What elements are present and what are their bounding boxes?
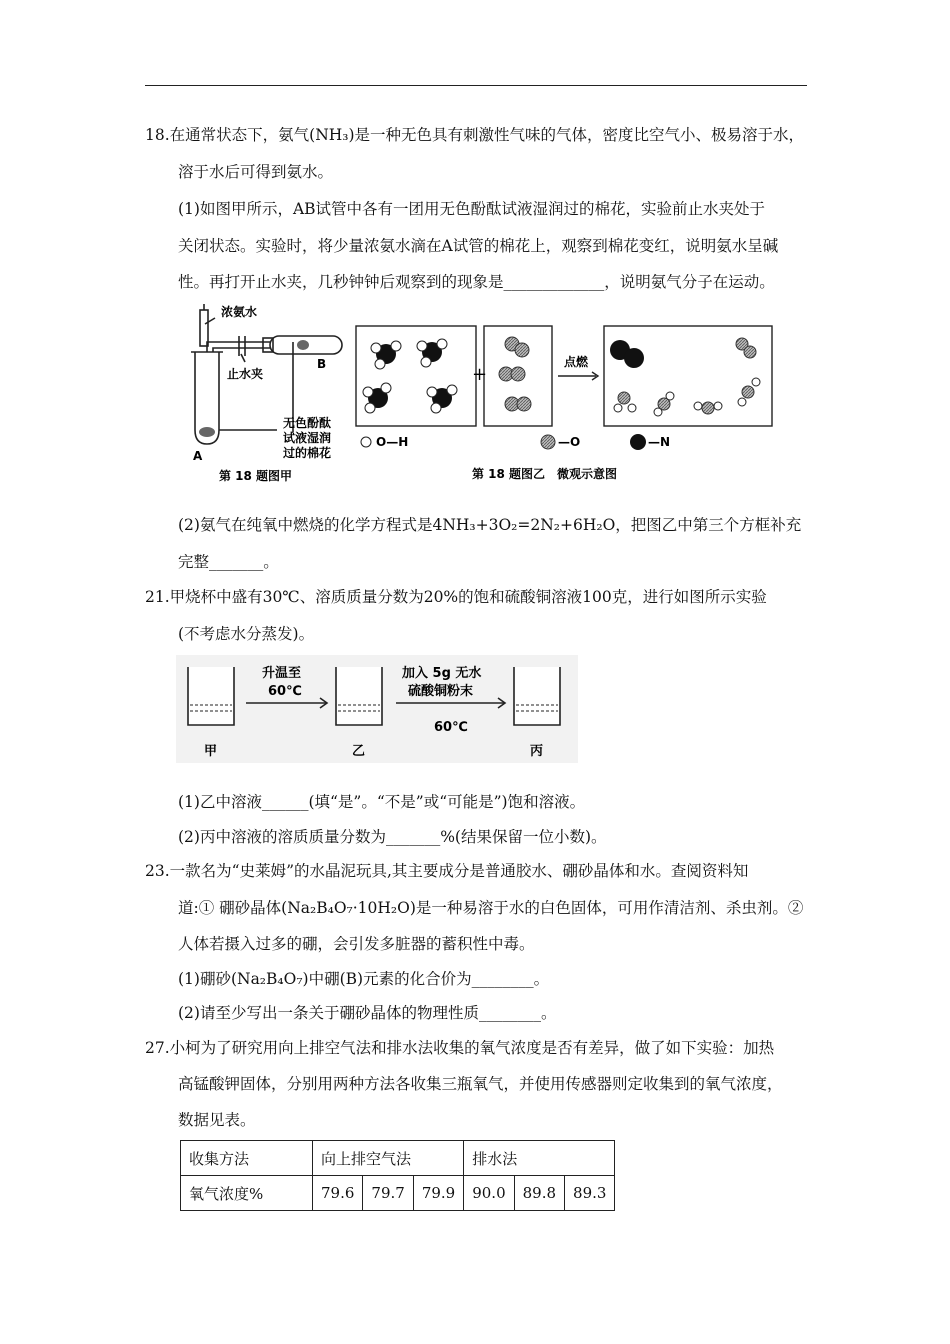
label-cotton-1: 无色酚酞 (283, 416, 332, 430)
figure-18-jia (175, 302, 355, 490)
q27-line-1: 27.小柯为了研究用向上排空气法和排水法收集的氧气浓度是否有差异，做了如下实验：加热 (145, 1039, 775, 1057)
plus-sign: + (472, 364, 488, 385)
q21-line-1: 21.甲烧杯中盛有30℃、溶质质量分数为20%的饱和硫酸铜溶液100克，进行如图所示实验 (145, 588, 767, 606)
legend-o: —O (558, 435, 581, 449)
figure-18-yi (352, 322, 782, 490)
q27-line-3: 数据见表。 (178, 1111, 256, 1129)
q23-part2: (2)请至少写出一条关于硼砂晶体的物理性质________。 (178, 1004, 557, 1022)
arrow2-top-2: 硫酸铜粉末 (408, 684, 474, 699)
table-row (181, 1176, 615, 1211)
q18-part1-line-2: 关闭状态。实验时，将少量浓氨水滴在A试管的棉花上，观察到棉花变红，说明氨水呈碱 (178, 237, 779, 255)
q21-part2: (2)丙中溶液的溶质质量分数为_______%(结果保留一位小数)。 (178, 828, 607, 846)
label-tube-b: B (317, 357, 327, 371)
table-header-row (181, 1141, 615, 1176)
arrow1-bottom: 60℃ (268, 684, 302, 699)
oxygen-concentration-table (180, 1140, 615, 1211)
q27-line-2: 高锰酸钾固体，分别用两种方法各收集三瓶氧气，并使用传感器则定收集到的氧气浓度， (178, 1075, 783, 1093)
arrow1-top: 升温至 (262, 666, 302, 681)
q21-line-2: (不考虑水分蒸发)。 (178, 625, 315, 643)
q23-part1: (1)硼砂(Na₂B₄O₇)中硼(B)元素的化合价为________。 (178, 970, 550, 988)
table-cell: 89.3 (565, 1176, 615, 1211)
q18-part1-line-3: 性。再打开止水夹，几秒钟钟后观察到的现象是_____________，说明氨气分子在运动。 (178, 273, 775, 291)
q18-line-2: 溶于水后可得到氨水。 (178, 163, 334, 181)
q23-line-2: 道:① 硼砂晶体(Na₂B₄O₇·10H₂O)是一种易溶于水的白色固体，可用作清洁剂、杀虫剂。② (178, 899, 804, 917)
q18-part2-line-1: (2)氨气在纯氧中燃烧的化学方程式是4NH₃+3O₂=2N₂+6H₂O，把图乙中第三个方框补充 (178, 516, 802, 534)
table-cell: 90.0 (464, 1176, 514, 1211)
q18-line-1: 18.在通常状态下，氨气(NH₃)是一种无色具有刺激性气味的气体，密度比空气小、极易溶于水， (145, 126, 805, 144)
arrow2-bottom: 60℃ (434, 720, 468, 735)
arrow2-top-1: 加入 5g 无水 (402, 666, 482, 681)
table-cell: 89.8 (514, 1176, 564, 1211)
caption-jia: 第 18 题图甲 (219, 469, 293, 483)
table-cell: 79.9 (413, 1176, 463, 1211)
beaker-bing-label: 丙 (530, 744, 544, 759)
arrow-ignite-label: 点燃 (564, 355, 589, 369)
label-cotton-3: 过的棉花 (283, 446, 332, 460)
figure-21-beakers (176, 655, 578, 763)
beaker-jia-label: 甲 (204, 744, 218, 759)
q21-part1: (1)乙中溶液______(填“是”。“不是”或“可能是”)饱和溶液。 (178, 793, 586, 811)
q23-line-1: 23.一款名为“史莱姆”的水晶泥玩具,其主要成分是普通胶水、硼砂晶体和水。查阅资料知 (145, 862, 749, 880)
table-header-method: 收集方法 (181, 1141, 313, 1176)
label-conc-ammonia: 浓氨水 (221, 305, 258, 319)
q18-part1-line-1: (1)如图甲所示，AB试管中各有一团用无色酚酞试液湿润过的棉花，实验前止水夹处于 (178, 200, 766, 218)
table-header-air: 向上排空气法 (313, 1141, 464, 1176)
header-rule (145, 85, 807, 86)
table-header-water: 排水法 (464, 1141, 615, 1176)
label-tube-a: A (193, 449, 203, 463)
q18-part2-line-2: 完整_______。 (178, 553, 279, 571)
q23-line-3: 人体若摄入过多的硼，会引发多脏器的蓄积性中毒。 (178, 935, 535, 953)
legend-h: O—H (376, 435, 409, 449)
label-clip: 止水夹 (227, 367, 264, 381)
beaker-yi-label: 乙 (352, 744, 366, 759)
label-cotton-2: 试液湿润 (283, 431, 332, 445)
legend-n: —N (648, 435, 671, 449)
table-cell: 79.7 (363, 1176, 413, 1211)
table-cell: 79.6 (313, 1176, 363, 1211)
table-row-label: 氧气浓度% (181, 1176, 313, 1211)
caption-yi: 第 18 题图乙 微观示意图 (472, 467, 618, 481)
